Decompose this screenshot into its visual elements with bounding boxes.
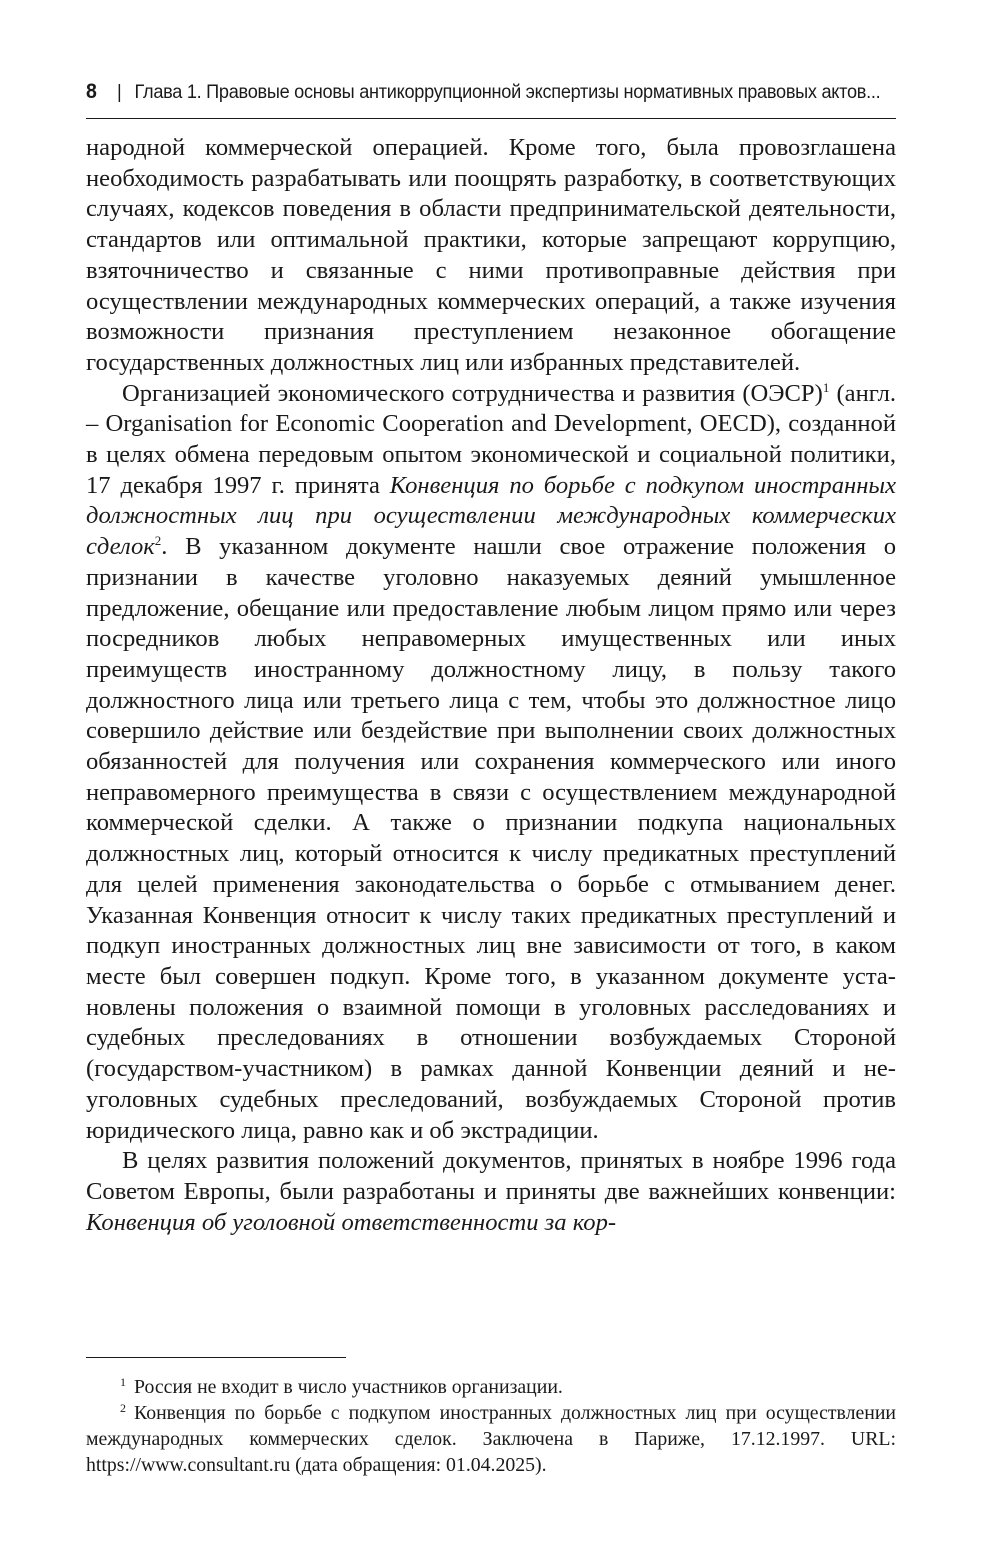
footnote-1 — [86, 1374, 896, 1400]
footnotes — [86, 1374, 896, 1478]
paragraph-3 — [86, 1146, 896, 1238]
page-number: 8 — [86, 80, 97, 103]
footnote-2-marker: 2 — [120, 1401, 126, 1415]
paragraph-2 — [86, 379, 896, 1147]
paragraph-3-text-a: В целях развития положений документов, принятых в ноябре 1996 года Советом Европы, были разработаны и приняты две важнейших конвенции: — [86, 1147, 896, 1205]
running-head — [86, 80, 881, 112]
body-text — [86, 133, 896, 1238]
paragraph-1: народной коммерческой операцией. Кроме того, была провозглашена необходимость разрабатывать или поощрять разработку, в соответствующих случаях, кодексов поведения в области предпринимательской деятельности, стандартов или оптимальной практики, которые запрещают коррупцию, взяточничество и связанные с ними противоправные действия при осуществлении международных коммерческих операций, а также изучения возможности признания преступлением незаконное обогащение государственных должностных лиц или избранных представителей. — [86, 134, 896, 376]
chapter-title: Глава 1. Правовые основы антикоррупционной экспертизы нормативных правовых актов... — [134, 81, 881, 103]
footnote-ref-1[interactable]: 1 — [822, 379, 830, 395]
footnote-1-marker: 1 — [120, 1375, 126, 1389]
footnote-1-text: Россия не входит в число участников организации. — [134, 1376, 563, 1398]
paragraph-2-text-c: . В указанном документе нашли свое отражение положения о признании в качестве уголовно наказуемых деяний умышленное предложение, обещание или предоставление любым лицом прямо или через посредников любых неправомерных имущественных или иных преимуществ иностранному должностному лицу, в пользу такого должностного лица или третьего лица с тем, чтобы это должностное лицо совершило действие или бездействие при выполнении своих должностных обязанностей для получения или сохранения коммерческого или иного неправомерного преимущества в связи с осуществлением международной коммерческой сделки. А также о признании подкупа национальных должностных лиц, который относится к числу предикатных преступлений для целей применения законодательства о борьбе с отмыванием денег. Указанная Конвенция относит к числу таких предикатных преступлений и подкуп иностранных должностных лиц вне зависимости от того, в каком месте был совершен подкуп. Кроме того, в указанном документе установлены положения о взаимной помощи в уголовных расследованиях и судебных преследованиях в отношении возбуждаемых Стороной (государством-участником) в рамках данной Конвенции деяний и неуголовных судебных преследований, возбуждаемых Стороной против юридического лица, равно как и об экстрадиции. — [86, 533, 896, 1144]
running-head-separator: | — [117, 81, 122, 103]
header-rule — [86, 118, 896, 119]
page — [86, 80, 896, 1238]
paragraph-2-text-b: (англ. – Organisation for Economic Cooperation and Development, OECD), созданной в целях обмена передовым опытом экономической и социальной политики, 17 декабря 1997 г. принята — [86, 379, 896, 499]
convention-title-coe: Конвенция об уголовной ответственности за кор- — [86, 1208, 617, 1236]
footnote-rule — [86, 1357, 346, 1358]
convention-title-oecd: Конвенция по борьбе с подкупом иностранных должностных лиц при осуществлении международных коммерческих сделок — [86, 471, 896, 561]
footnote-2-text: Конвенция по борьбе с подкупом иностранных должностных лиц при осуществлении международных коммерческих сделок. Заключена в Париже, 17.12.1997. URL: https://www.consultant.ru (дата обращения: 01.04.2025). — [86, 1402, 896, 1476]
footnote-ref-2[interactable]: 2 — [154, 533, 162, 549]
paragraph-2-text-a: Организацией экономического сотрудничества и развития (ОЭСР) — [122, 379, 823, 407]
footnote-2 — [86, 1400, 896, 1478]
